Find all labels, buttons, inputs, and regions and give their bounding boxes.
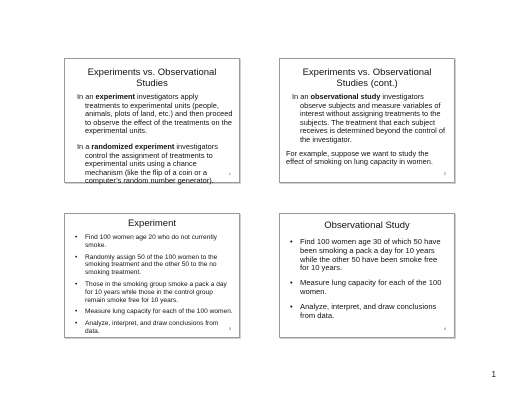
text-run: In an	[77, 92, 96, 101]
bullet-item: • Those in the smoking group smoke a pack a day for 10 years while those in the control group remain smoke free for 10 years.	[75, 281, 233, 304]
bullet-item: • Analyze, interpret, and draw conclusions from data.	[75, 320, 233, 336]
slide-title: Experiment	[127, 218, 177, 229]
slide-number: 1	[228, 171, 231, 176]
bullet-item: • Randomly assign 50 of the 100 women to the smoking treatment and the other 50 to the no smoking treatment.	[75, 254, 233, 277]
bullet-item: • Measure lung capacity for each of the 100 women.	[290, 279, 448, 297]
slide-paragraph	[292, 93, 448, 145]
text-run: investigators apply	[134, 92, 199, 101]
slide-thumbnail-3	[64, 213, 240, 338]
slide-thumbnail-4	[279, 213, 455, 338]
slide-title: Experiments vs. Observational Studies	[87, 67, 217, 89]
bold-term: experiment	[95, 92, 135, 101]
slide-thumbnail-2	[279, 58, 455, 183]
bullet-item: • Measure lung capacity for each of the 100 women.	[75, 308, 233, 316]
bullet-list	[280, 238, 454, 320]
slide-number: 2	[443, 171, 446, 176]
paragraph-continuation: control the assignment of treatments to experimental units using a chance mechanism (like the flip of a coin or a computer’s random number generator).	[85, 150, 214, 186]
bullet-list	[65, 234, 239, 336]
page-number: 1	[491, 370, 496, 379]
text-run: In a	[77, 141, 92, 151]
slide-number: 4	[443, 326, 446, 331]
text-run: In an	[292, 92, 311, 101]
slide-title: Experiments vs. Observational Studies (cont.)	[302, 67, 432, 89]
paragraph-continuation: observe subjects and measure variables of interest without assigning treatments to the subjects. The treatment that each subject receives is determined beyond the control of the investigator.	[300, 100, 446, 144]
bold-term: observational study	[310, 92, 381, 101]
bullet-item: • Find 100 women age 30 of which 50 have been smoking a pack a day for 10 years while the other 50 have been smoke free for 10 years.	[290, 238, 448, 273]
bold-term: randomized experiment	[91, 141, 175, 151]
slide-thumbnail-1	[64, 58, 240, 186]
slide-number: 3	[228, 326, 231, 331]
text-run: investigators	[380, 92, 424, 101]
slide-paragraph: For example, suppose we want to study the effect of smoking on lung capacity in women.	[286, 148, 433, 167]
bullet-item: • Analyze, interpret, and draw conclusions from data.	[290, 303, 448, 321]
slide-title: Observational Study	[324, 220, 410, 231]
text-run: investigators	[174, 141, 218, 151]
slide-paragraph	[77, 93, 233, 136]
paragraph-continuation: treatments to experimental units (people, animals, plots of land, etc.) and then proceed to observe the effect of the treatments on the experimental units.	[85, 100, 233, 136]
bullet-item: • Find 100 women age 20 who do not currently smoke.	[75, 234, 233, 250]
slide-paragraph	[77, 143, 233, 186]
